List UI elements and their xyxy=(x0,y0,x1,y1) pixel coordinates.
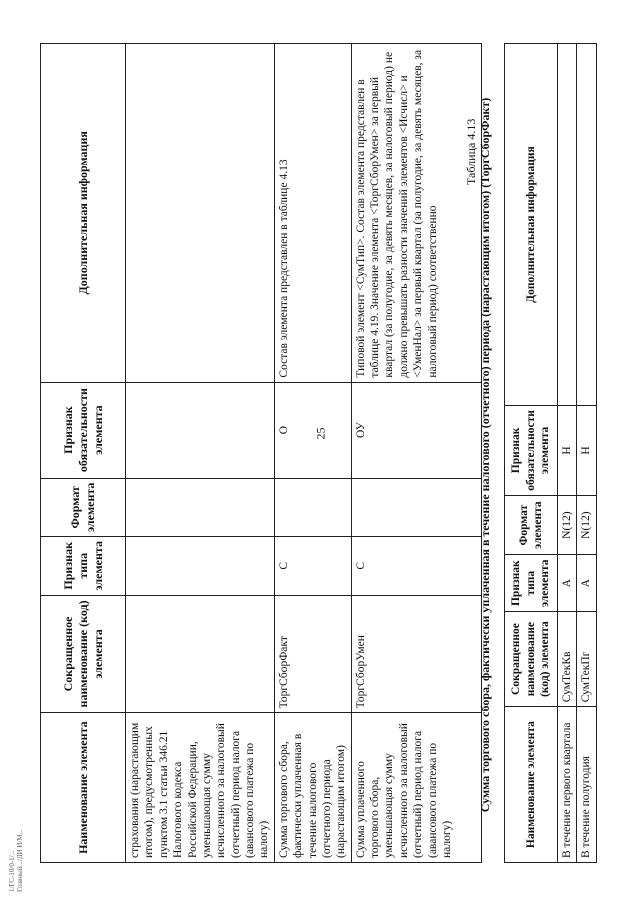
cell-type: С xyxy=(351,537,481,595)
header-info: Дополнительная информация xyxy=(41,44,126,383)
table-row xyxy=(558,44,577,863)
header-type: Признак типа элемента xyxy=(505,555,558,611)
cell-required: О xyxy=(274,382,351,478)
table-row xyxy=(351,44,481,863)
cell-type: А xyxy=(577,555,596,611)
cell-format: N(12) xyxy=(577,495,596,555)
cell-info xyxy=(126,44,275,383)
table-row xyxy=(577,44,596,863)
cell-type: С xyxy=(274,537,351,595)
cell-name: страхования (нарастающим итогом), предусмотренных пунктом 3.1 статьи 346.21 Налогового кодекса Российской Федерации, уменьшающая сумму исчисленного за налоговый (отчетный) период налога (авансового платежа по налогу) xyxy=(126,713,275,863)
cell-name: Сумма уплаченного торгового сбора, уменьшающая сумму исчисленного за налоговый (отчетный) период налога (авансового платежа по налогу) xyxy=(351,713,481,863)
cell-required xyxy=(126,382,275,478)
cell-required: Н xyxy=(577,406,596,496)
table-title: Сумма торгового сбора, фактически уплаченная в течение налогового (отчетного) периода (нарастающим итогом) (ТоргСборФакт) xyxy=(478,97,492,813)
cell-format xyxy=(126,478,275,536)
header-required: Признак обязательности элемента xyxy=(41,382,126,478)
cell-info xyxy=(558,44,577,406)
main-table xyxy=(40,43,482,863)
second-table xyxy=(504,43,597,863)
cell-info: Состав элемента представлен в таблице 4.13 xyxy=(274,44,351,383)
cell-info: Типовой элемент <СумТип>. Состав элемента представлен в таблице 4.19. Значение элемента <ТоргСборУмен> за первый квартал (за полугодие, за девять месяцев, за налоговый период) не должно превышать разности значений элементов <Исчисл> и <УменНал> за первый квартал (за полугодие, за девять месяцев, за налоговый период) соответственно xyxy=(351,44,481,383)
header-name: Наименование элемента xyxy=(41,713,126,863)
cell-format xyxy=(351,478,481,536)
header-type: Признак типа элемента xyxy=(41,537,126,595)
main-table-header-row xyxy=(41,44,126,863)
cell-format: N(12) xyxy=(558,495,577,555)
header-code: Сокращенное наименование (код) элемента xyxy=(41,595,126,713)
page-number: 25 xyxy=(313,427,328,440)
cell-code: ТоргСборУмен xyxy=(351,595,481,713)
cell-required: Н xyxy=(558,406,577,496)
header-format: Формат элемента xyxy=(505,495,558,555)
cell-required: ОУ xyxy=(351,382,481,478)
header-info: Дополнительная информация xyxy=(505,44,558,406)
cell-code: СумТекКв xyxy=(558,611,577,706)
registration-stamp: 1/ГС-10/0-1/... Главный.../ДИ И/М... xyxy=(8,829,25,892)
header-code: Сокращенное наименование (код) элемента xyxy=(505,611,558,706)
header-name: Наименование элемента xyxy=(505,707,558,863)
cell-type: А xyxy=(558,555,577,611)
table-caption: Таблица 4.13 xyxy=(464,118,478,185)
cell-code: ТоргСборФакт xyxy=(274,595,351,713)
cell-name: Сумма торгового сбора, фактически уплаченная в течение налогового (отчетного) периода (нарастающим итогом) xyxy=(274,713,351,863)
rotated-page-content xyxy=(10,25,620,885)
cell-type xyxy=(126,537,275,595)
cell-info xyxy=(577,44,596,406)
header-required: Признак обязательности элемента xyxy=(505,406,558,496)
cell-code: СумТекПг xyxy=(577,611,596,706)
header-format: Формат элемента xyxy=(41,478,126,536)
table-row xyxy=(126,44,275,863)
cell-name: В течение первого квартала xyxy=(558,707,577,863)
second-table-header-row xyxy=(505,44,558,863)
cell-name: В течение полугодия xyxy=(577,707,596,863)
cell-code xyxy=(126,595,275,713)
cell-format xyxy=(274,478,351,536)
table-row xyxy=(274,44,351,863)
